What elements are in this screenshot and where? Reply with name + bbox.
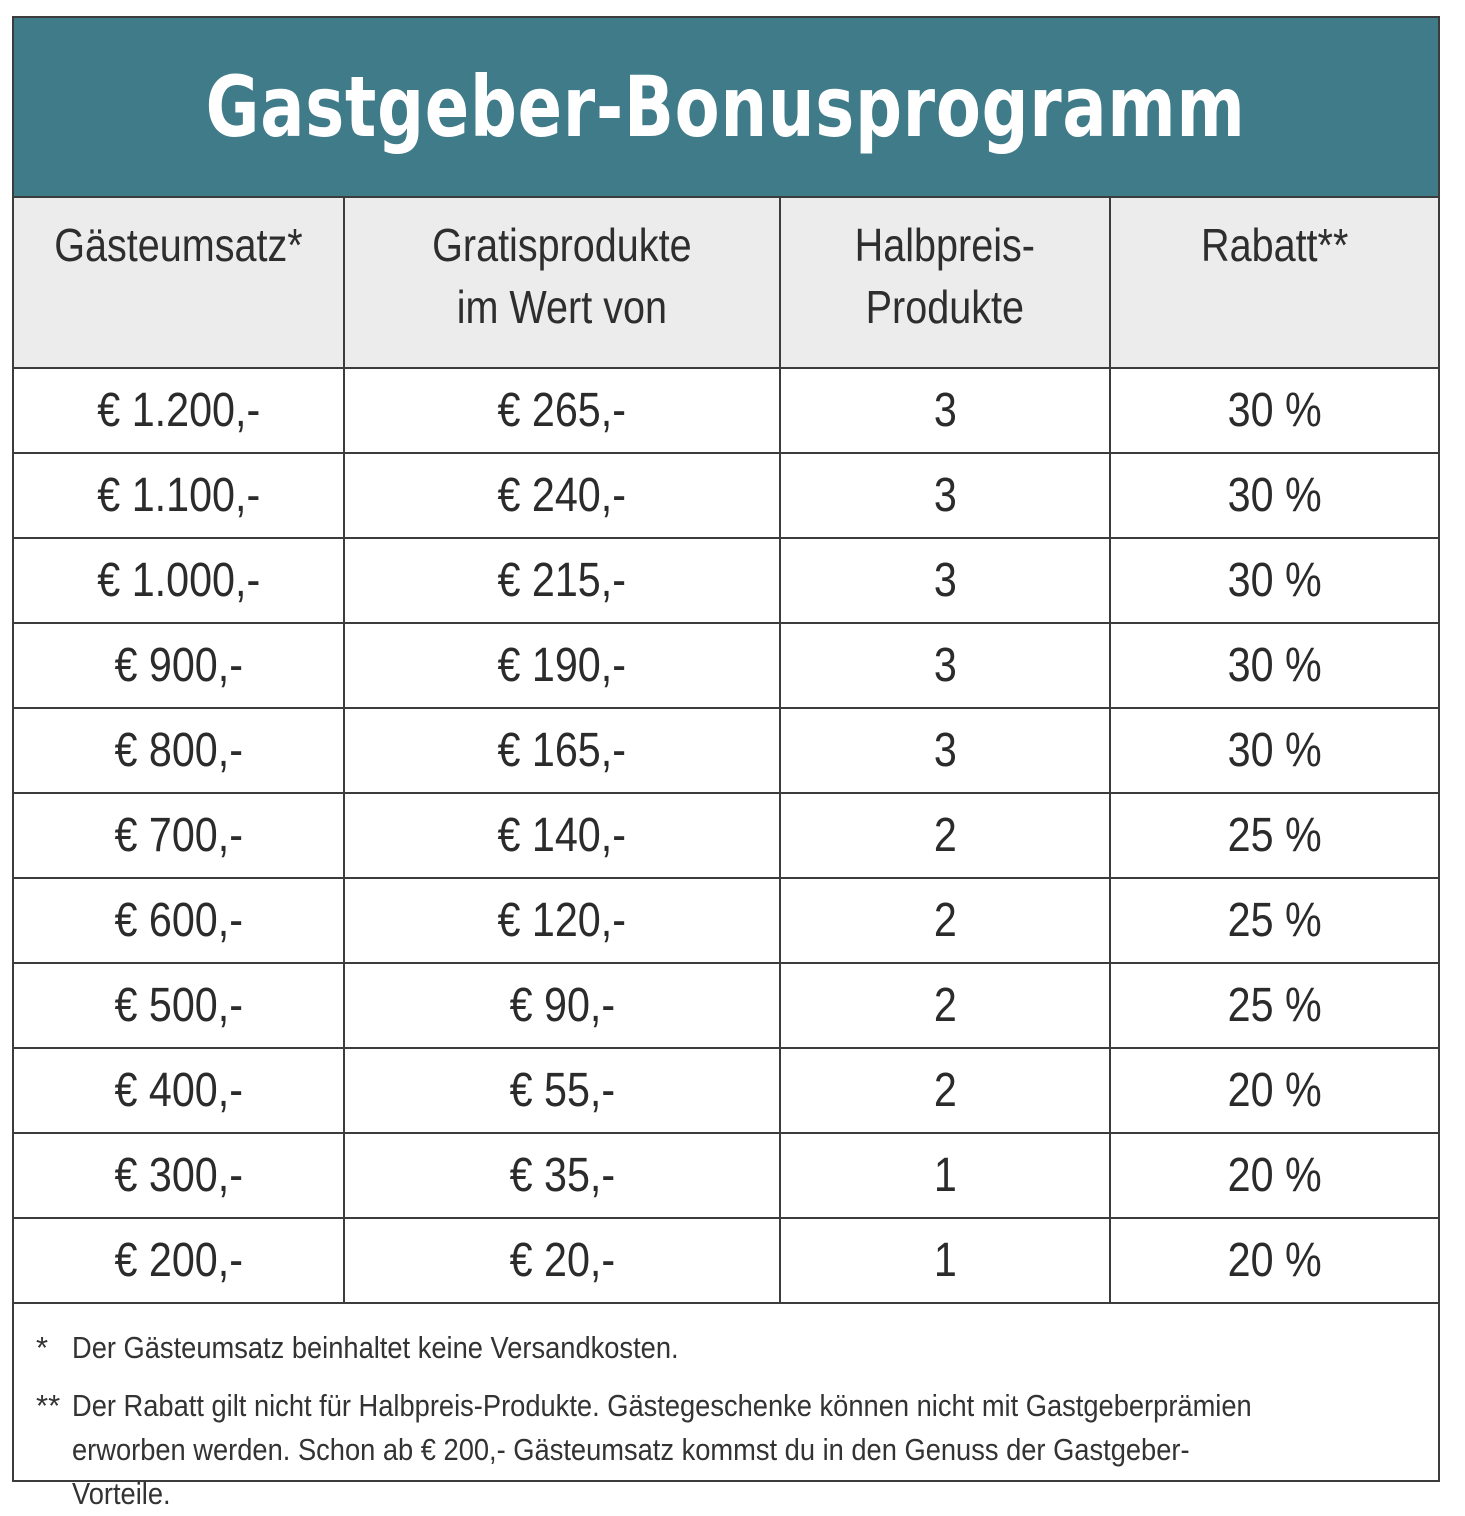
cell-free-products: € 120,- xyxy=(344,878,780,963)
cell-free-products: € 55,- xyxy=(344,1048,780,1133)
cell-discount: 30 % xyxy=(1110,708,1438,793)
table-row xyxy=(14,1133,1438,1218)
bonus-program-card xyxy=(12,16,1440,1511)
cell-free-products: € 35,- xyxy=(344,1133,780,1218)
cell-guest-sales: € 700,- xyxy=(14,793,344,878)
header-free-products: Gratisprodukte im Wert von xyxy=(344,198,780,368)
cell-half-price: 1 xyxy=(780,1133,1110,1218)
page-title: Gastgeber-Bonusprogramm xyxy=(206,58,1246,156)
cell-discount: 30 % xyxy=(1110,453,1438,538)
cell-discount: 30 % xyxy=(1110,368,1438,453)
cell-free-products: € 215,- xyxy=(344,538,780,623)
footnotes xyxy=(14,1304,1438,1516)
cell-guest-sales: € 800,- xyxy=(14,708,344,793)
cell-guest-sales: € 200,- xyxy=(14,1218,344,1303)
footnote-mark: ** xyxy=(36,1388,61,1423)
cell-half-price: 2 xyxy=(780,878,1110,963)
cell-discount: 25 % xyxy=(1110,963,1438,1048)
footnote-mark: * xyxy=(36,1330,49,1365)
cell-guest-sales: € 1.000,- xyxy=(14,538,344,623)
cell-guest-sales: € 500,- xyxy=(14,963,344,1048)
cell-free-products: € 190,- xyxy=(344,623,780,708)
table-row xyxy=(14,1048,1438,1133)
cell-half-price: 2 xyxy=(780,793,1110,878)
table-row xyxy=(14,963,1438,1048)
cell-half-price: 2 xyxy=(780,1048,1110,1133)
table-row xyxy=(14,453,1438,538)
cell-free-products: € 140,- xyxy=(344,793,780,878)
cell-free-products: € 240,- xyxy=(344,453,780,538)
footnote xyxy=(36,1326,1414,1370)
table-row xyxy=(14,538,1438,623)
footnote-text: Der Gästeumsatz beinhaltet keine Versandkosten. xyxy=(72,1330,679,1365)
cell-guest-sales: € 1.100,- xyxy=(14,453,344,538)
footnote xyxy=(36,1384,1414,1516)
cell-discount: 20 % xyxy=(1110,1133,1438,1218)
cell-guest-sales: € 300,- xyxy=(14,1133,344,1218)
table-row xyxy=(14,793,1438,878)
footnote-text: Der Rabatt gilt nicht für Halbpreis-Produkte. Gästegeschenke können nicht mit Gastgeberprämien erworben werden. Schon ab € 200,- Gästeumsatz kommst du in den Genuss der Gastgeber-Vorteile. xyxy=(72,1388,1252,1511)
cell-half-price: 3 xyxy=(780,368,1110,453)
cell-free-products: € 90,- xyxy=(344,963,780,1048)
table-row xyxy=(14,708,1438,793)
cell-half-price: 3 xyxy=(780,708,1110,793)
cell-guest-sales: € 600,- xyxy=(14,878,344,963)
title-bar xyxy=(14,18,1438,198)
cell-discount: 25 % xyxy=(1110,878,1438,963)
cell-half-price: 3 xyxy=(780,453,1110,538)
cell-guest-sales: € 900,- xyxy=(14,623,344,708)
bonus-table xyxy=(14,198,1438,1304)
header-half-price: Halbpreis- Produkte xyxy=(780,198,1110,368)
cell-free-products: € 165,- xyxy=(344,708,780,793)
cell-discount: 30 % xyxy=(1110,538,1438,623)
cell-half-price: 3 xyxy=(780,623,1110,708)
cell-discount: 20 % xyxy=(1110,1048,1438,1133)
cell-half-price: 3 xyxy=(780,538,1110,623)
cell-half-price: 1 xyxy=(780,1218,1110,1303)
table-row xyxy=(14,368,1438,453)
cell-discount: 25 % xyxy=(1110,793,1438,878)
cell-free-products: € 20,- xyxy=(344,1218,780,1303)
table-row xyxy=(14,1218,1438,1303)
cell-half-price: 2 xyxy=(780,963,1110,1048)
header-guest-sales: Gästeumsatz* xyxy=(14,198,344,368)
cell-discount: 30 % xyxy=(1110,623,1438,708)
cell-discount: 20 % xyxy=(1110,1218,1438,1303)
cell-guest-sales: € 400,- xyxy=(14,1048,344,1133)
cell-free-products: € 265,- xyxy=(344,368,780,453)
header-discount: Rabatt** xyxy=(1110,198,1438,368)
table-row xyxy=(14,623,1438,708)
table-row xyxy=(14,878,1438,963)
table-header-row xyxy=(14,198,1438,368)
cell-guest-sales: € 1.200,- xyxy=(14,368,344,453)
